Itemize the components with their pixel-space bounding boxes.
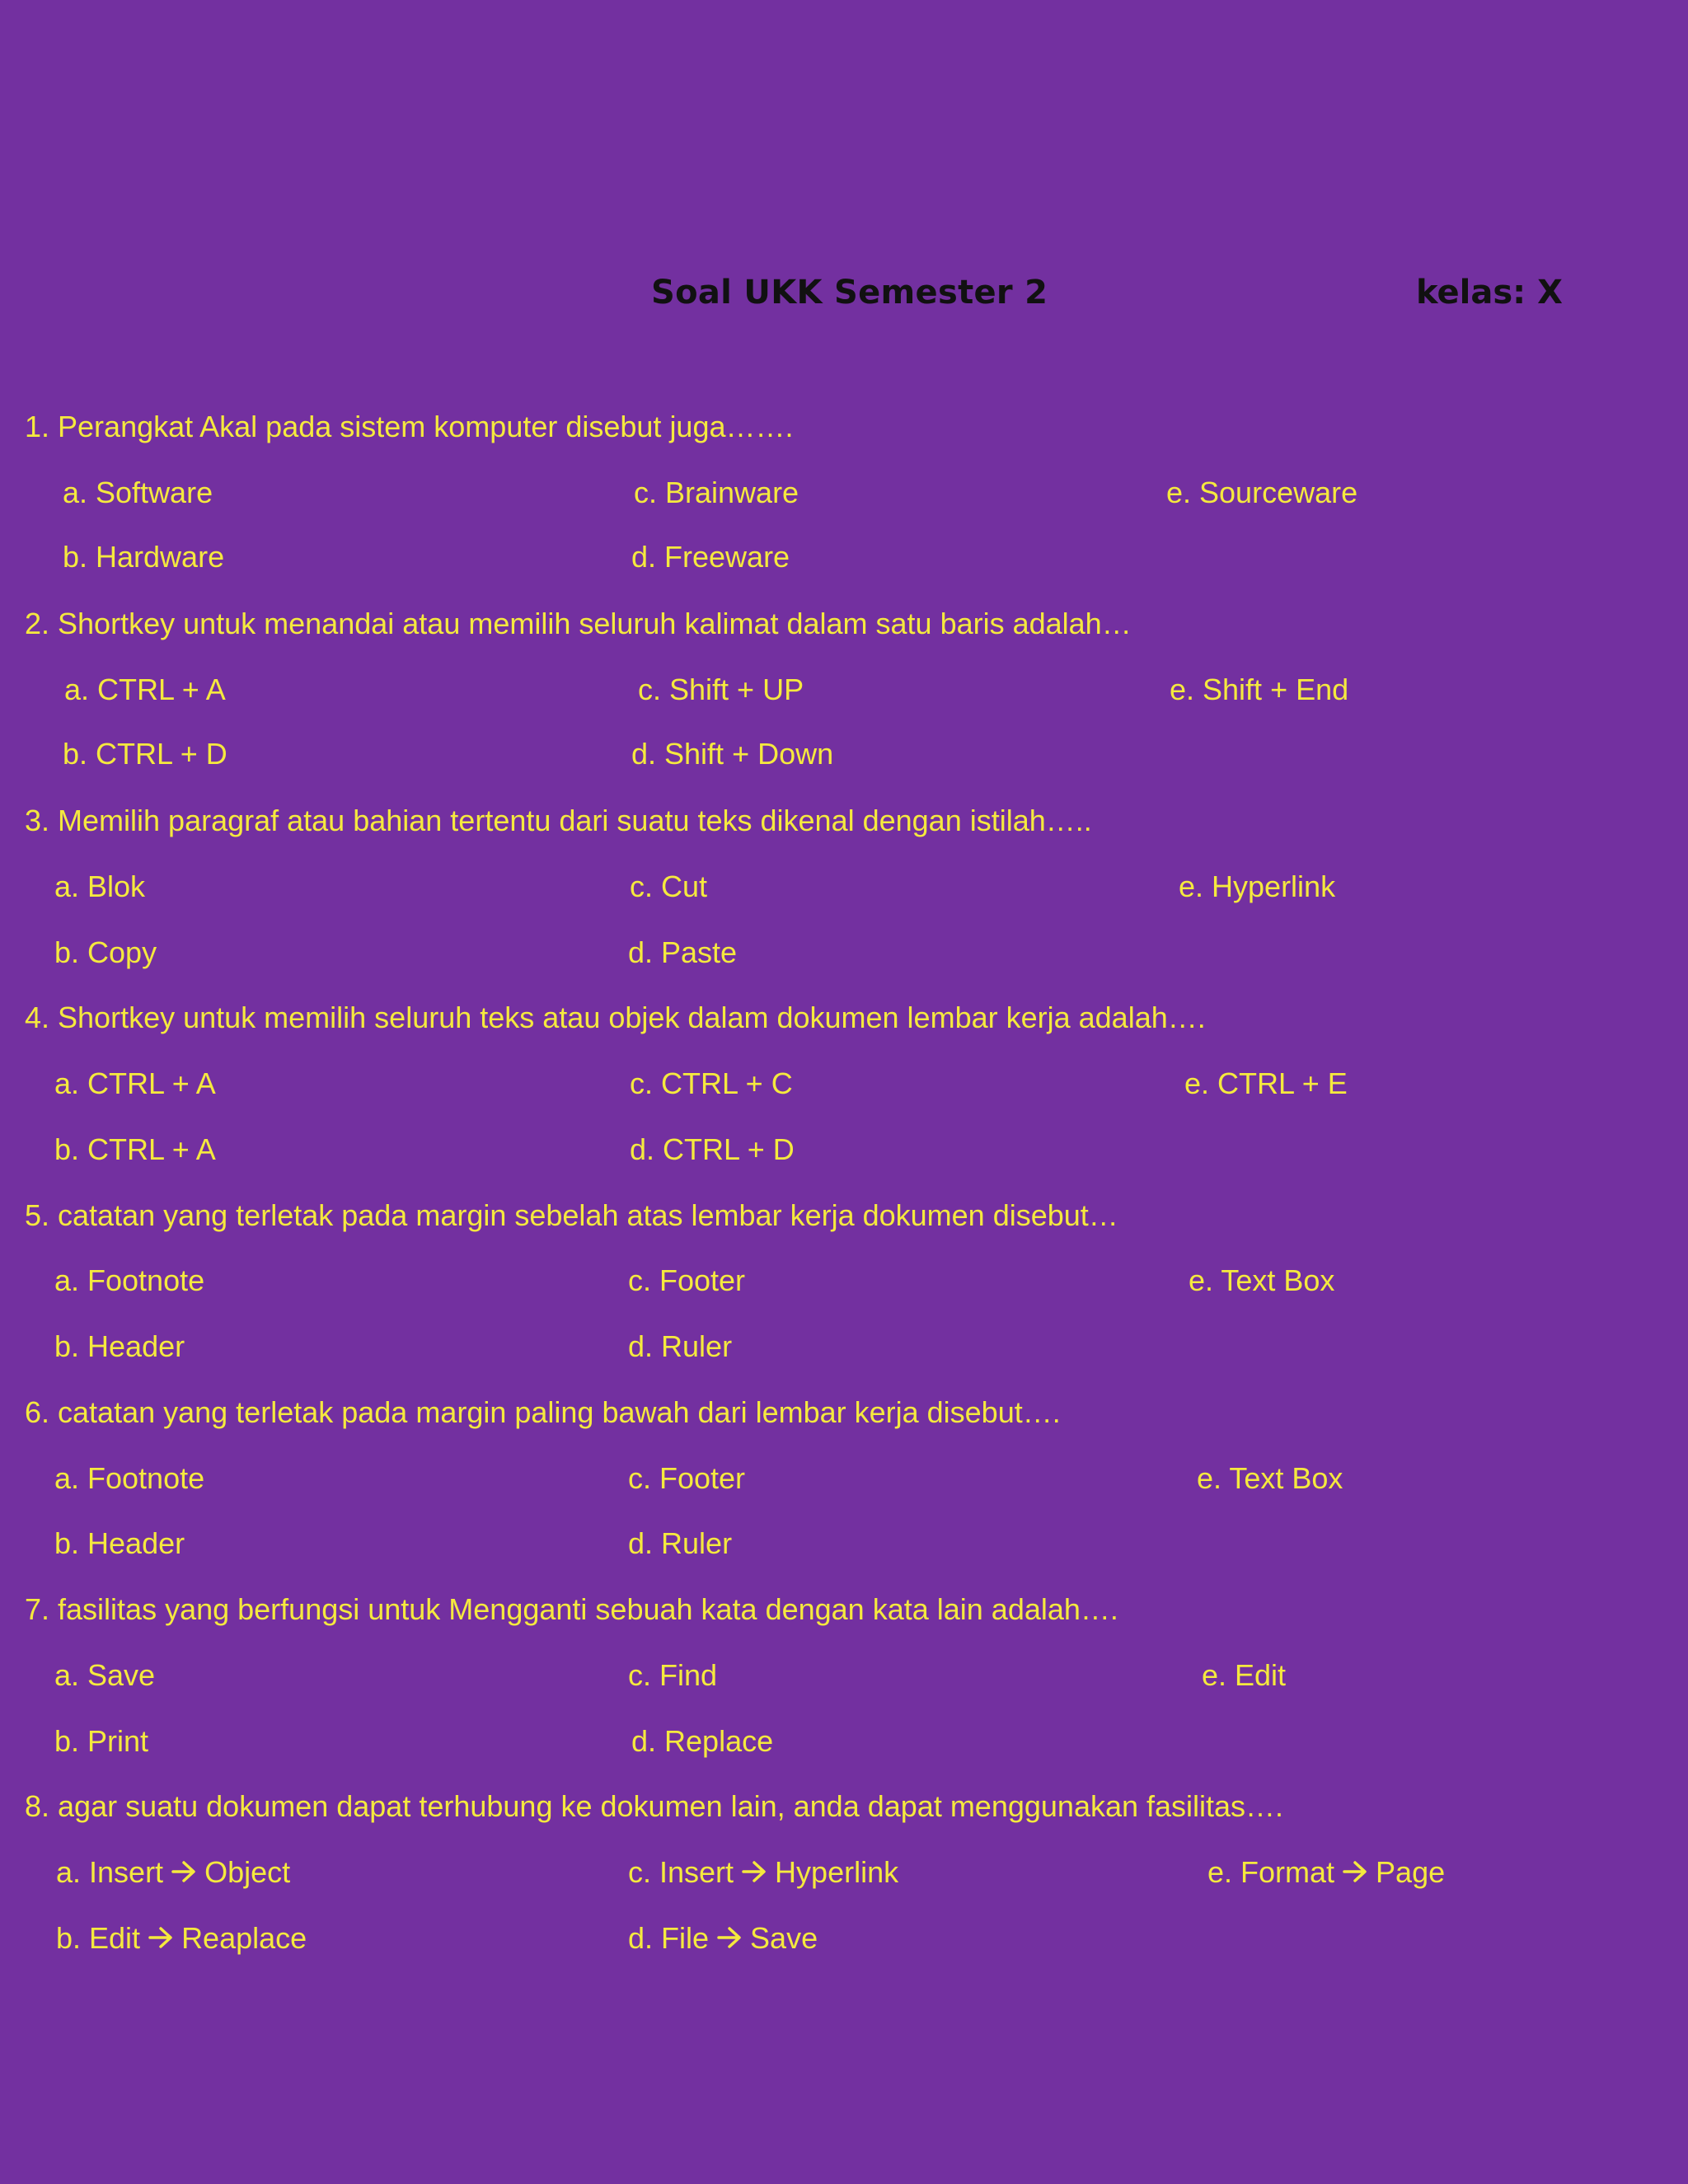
question-4: 4. Shortkey untuk memilih seluruh teks atau objek dalam dokumen lembar kerja adalah…. (25, 1001, 1206, 1034)
question-2-option-b: b. CTRL + D (63, 737, 227, 771)
question-1-option-e: e. Sourceware (1166, 476, 1358, 509)
question-7-option-a: a. Save (54, 1658, 156, 1692)
option-right-label: Save (750, 1921, 818, 1955)
question-3-option-e: e. Hyperlink (1179, 869, 1336, 903)
option-right-label: Reaplace (181, 1921, 307, 1955)
question-7-option-c: c. Find (628, 1658, 718, 1692)
question-3-option-c: c. Cut (630, 869, 708, 903)
option-left-label: c. Insert (628, 1855, 734, 1889)
question-8: 8. agar suatu dokumen dapat terhubung ke dokumen lain, anda dapat menggunakan fasilitas…. (25, 1789, 1284, 1823)
question-6-option-a: a. Footnote (54, 1461, 205, 1495)
question-4-option-e: e. CTRL + E (1184, 1066, 1348, 1100)
question-5-option-a: a. Footnote (54, 1263, 205, 1297)
question-8-option-e (1207, 1855, 1445, 1890)
option-right-label: Hyperlink (775, 1855, 899, 1889)
question-2: 2. Shortkey untuk menandai atau memilih seluruh kalimat dalam satu baris adalah… (25, 607, 1132, 640)
question-7-option-e: e. Edit (1202, 1658, 1287, 1692)
question-6-option-b: b. Header (54, 1526, 185, 1560)
question-5: 5. catatan yang terletak pada margin sebelah atas lembar kerja dokumen disebut… (25, 1198, 1118, 1232)
question-1-option-c: c. Brainware (634, 476, 799, 509)
question-1-option-b: b. Hardware (63, 540, 225, 574)
question-7-option-b: b. Print (54, 1724, 149, 1758)
question-5-option-b: b. Header (54, 1329, 185, 1363)
right-arrow-icon (148, 1927, 173, 1948)
question-3-option-b: b. Copy (54, 935, 157, 969)
option-left-label: d. File (628, 1921, 710, 1955)
right-arrow-icon (171, 1861, 196, 1882)
question-4-option-c: c. CTRL + C (630, 1066, 793, 1100)
right-arrow-icon (742, 1861, 767, 1882)
question-8-option-d (628, 1921, 818, 1956)
option-right-label: Object (204, 1855, 291, 1889)
question-4-option-a: a. CTRL + A (54, 1066, 216, 1100)
question-2-option-c: c. Shift + UP (638, 673, 804, 706)
question-6-option-c: c. Footer (628, 1461, 746, 1495)
option-right-label: Page (1376, 1855, 1446, 1889)
question-5-option-c: c. Footer (628, 1263, 746, 1297)
question-8-option-b (56, 1921, 307, 1956)
question-4-option-b: b. CTRL + A (54, 1132, 216, 1166)
question-2-option-e: e. Shift + End (1170, 673, 1349, 706)
page-title: Soal UKK Semester 2 (651, 274, 1048, 312)
question-5-option-d: d. Ruler (628, 1329, 733, 1363)
question-3-option-a: a. Blok (54, 869, 146, 903)
question-2-option-a: a. CTRL + A (64, 673, 226, 706)
question-6-option-e: e. Text Box (1197, 1461, 1343, 1495)
option-left-label: b. Edit (56, 1921, 141, 1955)
question-4-option-d: d. CTRL + D (630, 1132, 795, 1166)
question-7: 7. fasilitas yang berfungsi untuk Mengganti sebuah kata dengan kata lain adalah…. (25, 1592, 1118, 1626)
question-1-option-a: a. Software (63, 476, 213, 509)
option-left-label: a. Insert (56, 1855, 164, 1889)
question-6-option-d: d. Ruler (628, 1526, 733, 1560)
question-3-option-d: d. Paste (628, 935, 738, 969)
question-1: 1. Perangkat Akal pada sistem komputer disebut juga……. (25, 410, 794, 443)
right-arrow-icon (1343, 1861, 1367, 1882)
question-1-option-d: d. Freeware (631, 540, 790, 574)
class-label: kelas: X (1416, 274, 1563, 312)
question-3: 3. Memilih paragraf atau bahian tertentu dari suatu teks dikenal dengan istilah….. (25, 804, 1092, 837)
question-7-option-d: d. Replace (631, 1724, 774, 1758)
right-arrow-icon (717, 1927, 742, 1948)
question-8-option-c (628, 1855, 898, 1890)
option-left-label: e. Format (1207, 1855, 1335, 1889)
question-8-option-a (56, 1855, 290, 1890)
question-5-option-e: e. Text Box (1189, 1263, 1335, 1297)
question-6: 6. catatan yang terletak pada margin paling bawah dari lembar kerja disebut…. (25, 1395, 1061, 1429)
question-2-option-d: d. Shift + Down (631, 737, 834, 771)
